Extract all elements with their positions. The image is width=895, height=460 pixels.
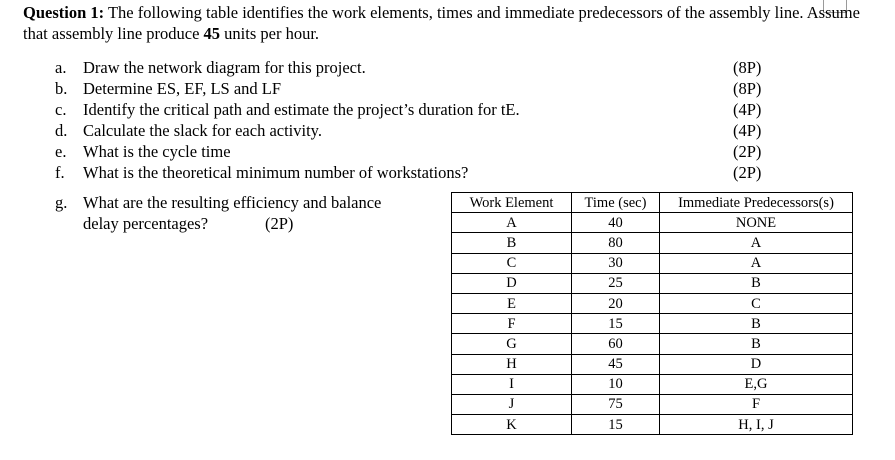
question-text-line2: delay percentages? [83, 214, 209, 233]
cell-work-element: E [452, 293, 572, 313]
question-letter: a. [55, 58, 67, 77]
cell-work-element: G [452, 334, 572, 354]
cell-predecessors: B [660, 314, 853, 334]
cell-time: 20 [572, 293, 660, 313]
question-text: What is the cycle time [83, 142, 231, 161]
cell-work-element: A [452, 213, 572, 233]
cell-predecessors: E,G [660, 374, 853, 394]
table-row [452, 314, 853, 334]
question-points: (8P) [733, 79, 762, 98]
cell-work-element: F [452, 314, 572, 334]
cell-work-element: C [452, 253, 572, 273]
cell-work-element: H [452, 354, 572, 374]
question-points: (2P) [265, 214, 294, 233]
table-row [452, 334, 853, 354]
units-suffix: units per hour. [224, 24, 320, 43]
cell-time: 80 [572, 233, 660, 253]
cell-time: 15 [572, 314, 660, 334]
column-header-work-element: Work Element [452, 193, 572, 213]
question-text: Calculate the slack for each activity. [83, 121, 322, 140]
units-value: 45 [203, 24, 221, 43]
cell-predecessors: A [660, 233, 853, 253]
question-letter: c. [55, 100, 67, 119]
table-row [452, 273, 853, 293]
cell-time: 45 [572, 354, 660, 374]
cell-time: 30 [572, 253, 660, 273]
table-row [452, 394, 853, 414]
cell-time: 25 [572, 273, 660, 293]
cell-predecessors: D [660, 354, 853, 374]
question-text-line1: What are the resulting efficiency and balance [83, 193, 382, 212]
table-row [452, 374, 853, 394]
cell-predecessors: H, I, J [660, 415, 853, 435]
table-row [452, 354, 853, 374]
question-item [55, 99, 795, 120]
question-header [23, 2, 863, 44]
question-item [55, 141, 795, 162]
question-text: What is the theoretical minimum number of workstations? [83, 163, 469, 182]
question-points: (2P) [733, 142, 762, 161]
question-item [55, 120, 795, 141]
cell-predecessors: F [660, 394, 853, 414]
question-letter: b. [55, 79, 68, 98]
cell-predecessors: NONE [660, 213, 853, 233]
question-points: (2P) [733, 163, 762, 182]
question-item [55, 78, 795, 99]
table-row [452, 253, 853, 273]
question-letter: e. [55, 142, 67, 161]
question-intro: The following table identifies the work elements, times and immediate predecessors of the assembly line. Assume that assembly line produce [23, 3, 860, 43]
question-list [55, 57, 795, 183]
cell-work-element: D [452, 273, 572, 293]
question-text: Identify the critical path and estimate the project’s duration for tE. [83, 100, 520, 119]
cell-time: 60 [572, 334, 660, 354]
cell-predecessors: B [660, 334, 853, 354]
cell-work-element: B [452, 233, 572, 253]
question-text: Determine ES, EF, LS and LF [83, 79, 282, 98]
question-text: Draw the network diagram for this project. [83, 58, 366, 77]
question-letter: d. [55, 121, 68, 140]
question-letter: f. [55, 163, 65, 182]
question-points: (8P) [733, 58, 762, 77]
cell-work-element: I [452, 374, 572, 394]
table-header-row [452, 193, 853, 213]
table-row [452, 415, 853, 435]
cell-predecessors: C [660, 293, 853, 313]
question-points: (4P) [733, 100, 762, 119]
column-header-predecessors: Immediate Predecessors(s) [660, 193, 853, 213]
question-points: (4P) [733, 121, 762, 140]
question-item [55, 162, 795, 183]
cell-work-element: J [452, 394, 572, 414]
column-header-time: Time (sec) [572, 193, 660, 213]
cell-time: 75 [572, 394, 660, 414]
cell-time: 15 [572, 415, 660, 435]
cell-work-element: K [452, 415, 572, 435]
work-elements-table [451, 192, 853, 435]
cell-predecessors: B [660, 273, 853, 293]
cell-predecessors: A [660, 253, 853, 273]
question-label: Question 1: [23, 3, 105, 22]
table-row [452, 233, 853, 253]
cell-time: 10 [572, 374, 660, 394]
cell-time: 40 [572, 213, 660, 233]
question-item [55, 57, 795, 78]
question-letter: g. [55, 193, 68, 212]
table-row [452, 293, 853, 313]
table-row [452, 213, 853, 233]
